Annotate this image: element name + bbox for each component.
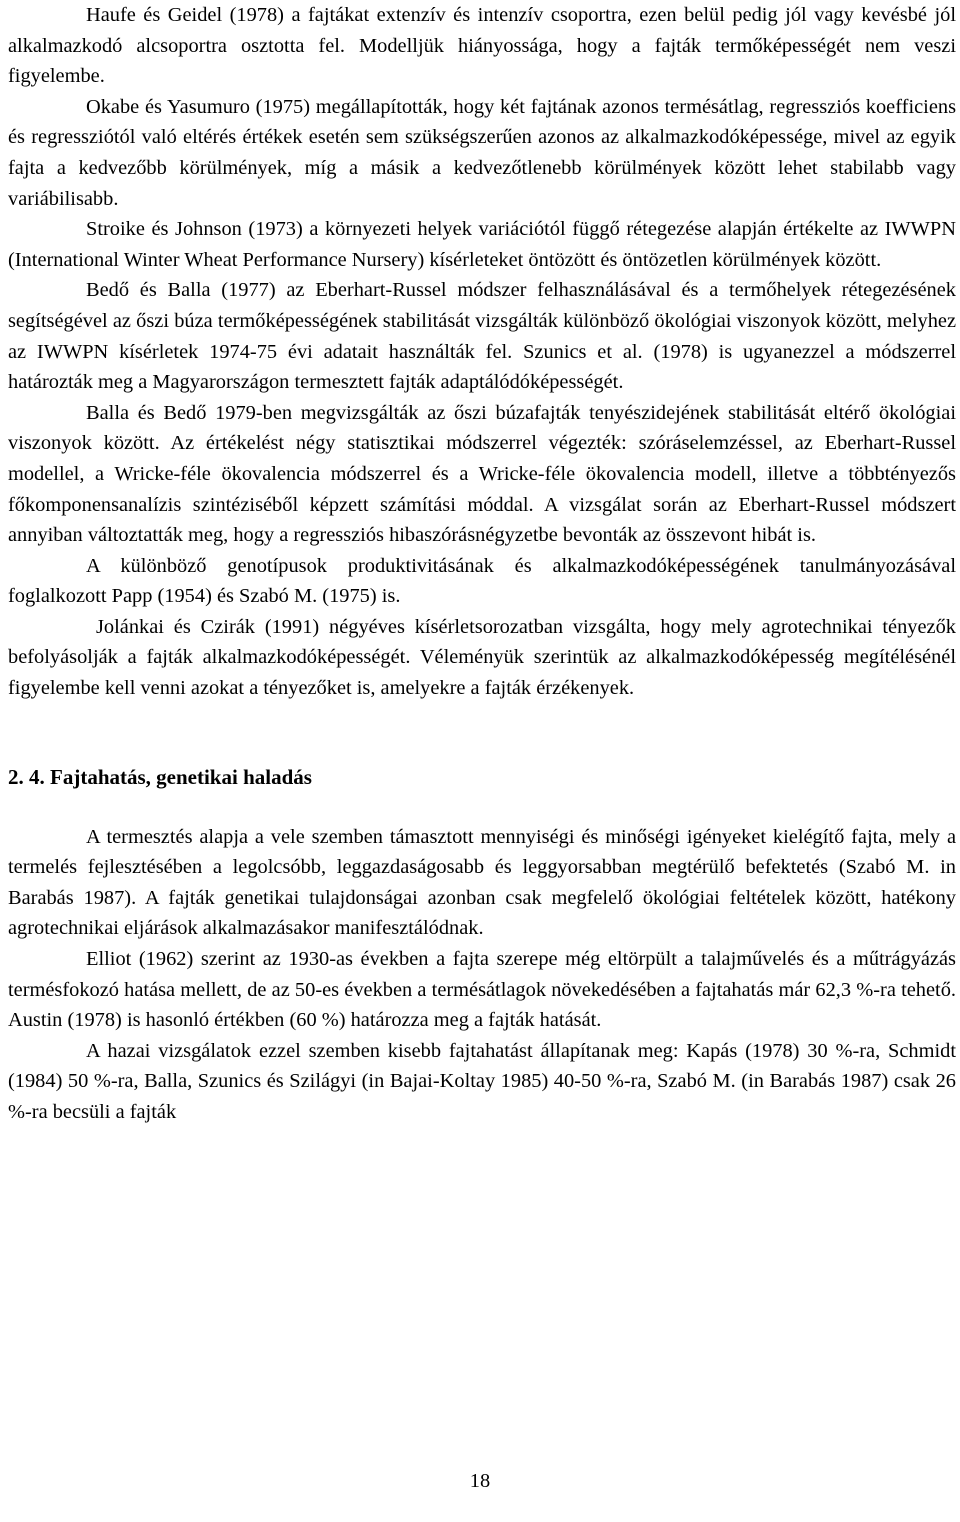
paragraph-hazai-vizsgalatok: A hazai vizsgálatok ezzel szemben kisebb fajtahatást állapítanak meg: Kapás (1978) 30 %-ra, Schmidt (1984) 50 %-ra, Balla, Szunics és Szilágyi (in Bajai-Koltay 1985) 40-50 %-ra, Szabó M. (in Barabás 1987) csak 26 %-ra becsüli a fajták	[8, 1039, 956, 1123]
page-content	[8, 0, 956, 1128]
section-heading: 2. 4. Fajtahatás, genetikai haladás	[8, 764, 312, 789]
paragraph-jolankai-czirak: Jolánkai és Czirák (1991) négyéves kísérletsorozatban vizsgálta, hogy mely agrotechnikai tényezők befolyásolják a fajták alkalmazkodóképességét. Véleményük szerintük az alkalmazkodóképesség megítélésénél figyelembe kell venni azokat a tényezőket is, amelyekre a fajták érzékenyek.	[8, 615, 956, 700]
page-number: 18	[469, 1470, 491, 1492]
paragraph-okabe-yasumuro: Okabe és Yasumuro (1975) megállapították, hogy két fajtának azonos termésátlag, regressziós koefficiens és regressziótól való eltérés értékek esetén sem szükségszerűen azonos az alkalmazkodóképessége, mivel az egyik fajta a kedvezőbb körülmények, míg a másik a kedvezőtlenebb körülmények között lehet stabilabb vagy variábilisabb.	[8, 95, 956, 210]
paragraph-termesztes-alapja: A termesztés alapja a vele szemben támasztott mennyiségi és minőségi igényeket kielégítő fajta, mely a termelés fejlesztésében a legolcsóbb, leggazdaságosabb és leggyorsabban megtérülő befektetés (Szabó M. in Barabás 1987). A fajták genetikai tulajdonságai azonban csak megfelelő ökológiai feltételek között, hatékony agrotechnikai eljárások alkalmazásakor manifesztálódnak.	[8, 825, 956, 940]
paragraph-stroike-johnson: Stroike és Johnson (1973) a környezeti helyek variációtól függő rétegezése alapján értékelte az IWWPN (International Winter Wheat Performance Nursery) kísérleteket öntözött és öntözetlen körülmények között.	[8, 218, 956, 271]
paragraph-elliot: Elliot (1962) szerint az 1930-as években a fajta szerepe még eltörpült a talajművelés és a műtrágyázás termésfokozó hatása mellett, de az 50-es években a termésátlagok növekedésében a fajtahatás már 62,3 %-ra tehető. Austin (1978) is hasonló értékben (60 %) határozza meg a fajták hatását.	[8, 948, 956, 1032]
paragraph-haufe-geidel: Haufe és Geidel (1978) a fajtákat extenzív és intenzív csoportra, ezen belül pedig jól vagy kevésbé jól alkalmazkodó alcsoportra osztotta fel. Modelljük hiányossága, hogy a fajták termőképességét nem veszi figyelembe.	[8, 4, 956, 88]
paragraph-genotipusok: A különböző genotípusok produktivitásának és alkalmazkodóképességének tanulmányozásával foglalkozott Papp (1954) és Szabó M. (1975) is.	[8, 554, 956, 608]
paragraph-bedo-balla: Bedő és Balla (1977) az Eberhart-Russel módszer felhasználásával és a termőhelyek rétegezésének segítségével az őszi búza termőképességének stabilitását vizsgálták különböző ökológiai viszonyok között, melyhez az IWWPN kísérletek 1974-75 évi adatait használták fel. Szunics et al. (1978) is ugyanezzel a módszerrel határozták meg a Magyarországon termesztett fajták adaptálódóképességét.	[8, 279, 956, 394]
paragraph-balla-bedo: Balla és Bedő 1979-ben megvizsgálták az őszi búzafajták tenyészidejének stabilitását eltérő ökológiai viszonyok között. Az értékelést négy statisztikai módszerrel végezték: szóráselemzéssel, az Eberhart-Russel modellel, a Wricke-féle ökovalencia módszerrel és a Wricke-féle ökovalencia modell, illetve a többtényezős főkomponensanalízis szintéziséből képzett számítási móddal. A vizsgálat során az Eberhart-Russel módszert annyiban változtatták meg, hogy a regressziós hibaszórásnégyzetbe bevonták az összevont hibát is.	[8, 401, 956, 547]
